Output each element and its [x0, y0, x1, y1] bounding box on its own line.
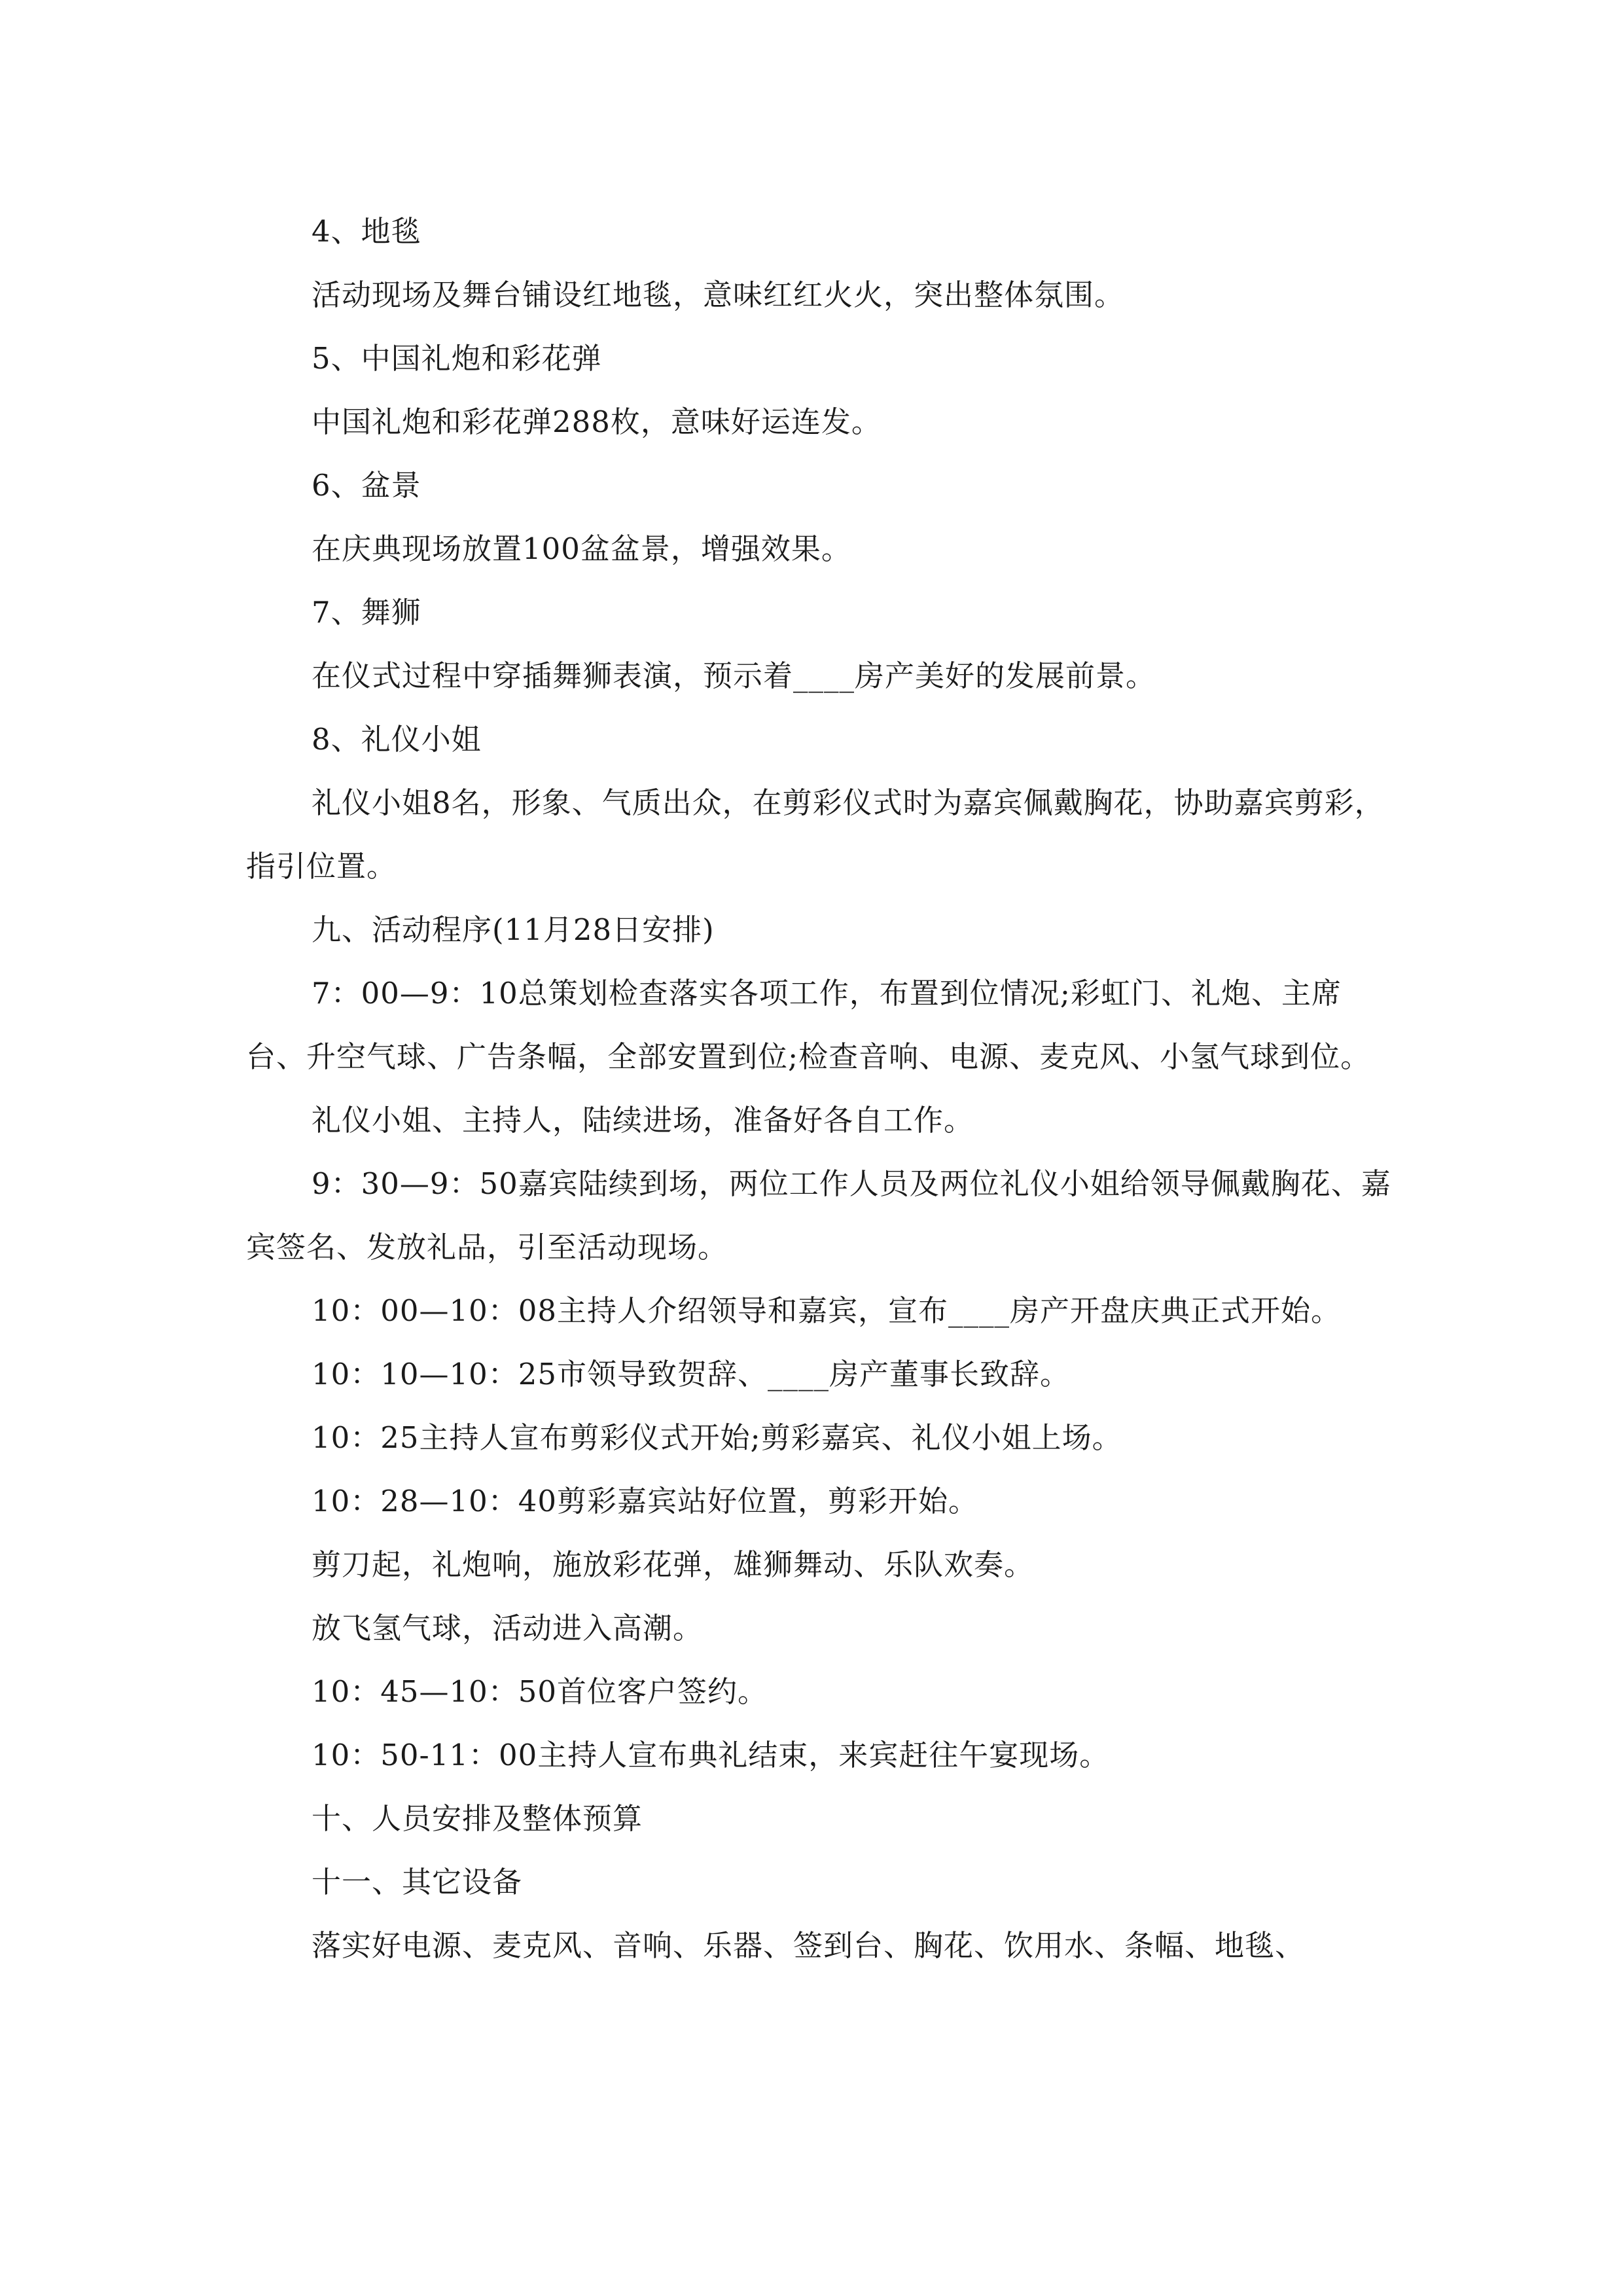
paragraph-bonsai: 在庆典现场放置100盆盆景，增强效果。	[312, 531, 851, 566]
heading-lion-dance: 7、舞狮	[312, 595, 421, 630]
paragraph-schedule-speeches: 10：10—10：25市领导致贺辞、____房产董事长致辞。	[312, 1357, 1071, 1391]
heading-event-program: 九、活动程序(11月28日安排)	[312, 912, 715, 947]
paragraph-schedule-guests: 9：30—9：50嘉宾陆续到场，两位工作人员及两位礼仪小姐给领导佩戴胸花、嘉宾签名、发放礼品，引至活动现场。	[246, 1166, 1391, 1265]
heading-etiquette-ladies: 8、礼仪小姐	[312, 722, 482, 757]
paragraph-carpet: 活动现场及舞台铺设红地毯，意味红红火火，突出整体氛围。	[312, 278, 1125, 312]
paragraph-schedule-ribbon-cutting: 10：28—10：40剪彩嘉宾站好位置，剪彩开始。	[312, 1484, 979, 1518]
paragraph-schedule-ribbon-announce: 10：25主持人宣布剪彩仪式开始;剪彩嘉宾、礼仪小姐上场。	[312, 1420, 1122, 1455]
paragraph-lion-dance: 在仪式过程中穿插舞狮表演，预示着____房产美好的发展前景。	[312, 658, 1156, 693]
paragraph-staff-entry: 礼仪小姐、主持人，陆续进场，准备好各自工作。	[312, 1103, 974, 1138]
heading-other-equipment: 十一、其它设备	[312, 1865, 523, 1899]
heading-staffing-budget: 十、人员安排及整体预算	[312, 1801, 643, 1836]
heading-salute-cannons: 5、中国礼炮和彩花弹	[312, 341, 602, 376]
paragraph-balloons: 放飞氢气球，活动进入高潮。	[312, 1611, 704, 1645]
paragraph-schedule-opening: 10：00—10：08主持人介绍领导和嘉宾，宣布____房产开盘庆典正式开始。	[312, 1293, 1342, 1328]
paragraph-celebration: 剪刀起，礼炮响，施放彩花弹，雄狮舞动、乐队欢奏。	[312, 1547, 1035, 1582]
paragraph-equipment-list: 落实好电源、麦克风、音响、乐器、签到台、胸花、饮用水、条幅、地毯、	[312, 1928, 1306, 1963]
paragraph-schedule-setup: 7：00—9：10总策划检查落实各项工作，布置到位情况;彩虹门、礼炮、主席台、升空气球、广告条幅，全部安置到位;检查音响、电源、麦克风、小氢气球到位。	[246, 976, 1371, 1074]
heading-bonsai: 6、盆景	[312, 468, 421, 503]
heading-carpet: 4、地毯	[312, 214, 421, 249]
document-body	[246, 200, 1398, 1977]
paragraph-schedule-signing: 10：45—10：50首位客户签约。	[312, 1674, 768, 1709]
paragraph-etiquette-ladies: 礼仪小姐8名，形象、气质出众，在剪彩仪式时为嘉宾佩戴胸花，协助嘉宾剪彩，指引位置。	[246, 785, 1385, 884]
paragraph-salute-cannons: 中国礼炮和彩花弹288枚，意味好运连发。	[312, 404, 882, 439]
paragraph-schedule-closing: 10：50-11：00主持人宣布典礼结束，来宾赶往午宴现场。	[312, 1738, 1110, 1772]
